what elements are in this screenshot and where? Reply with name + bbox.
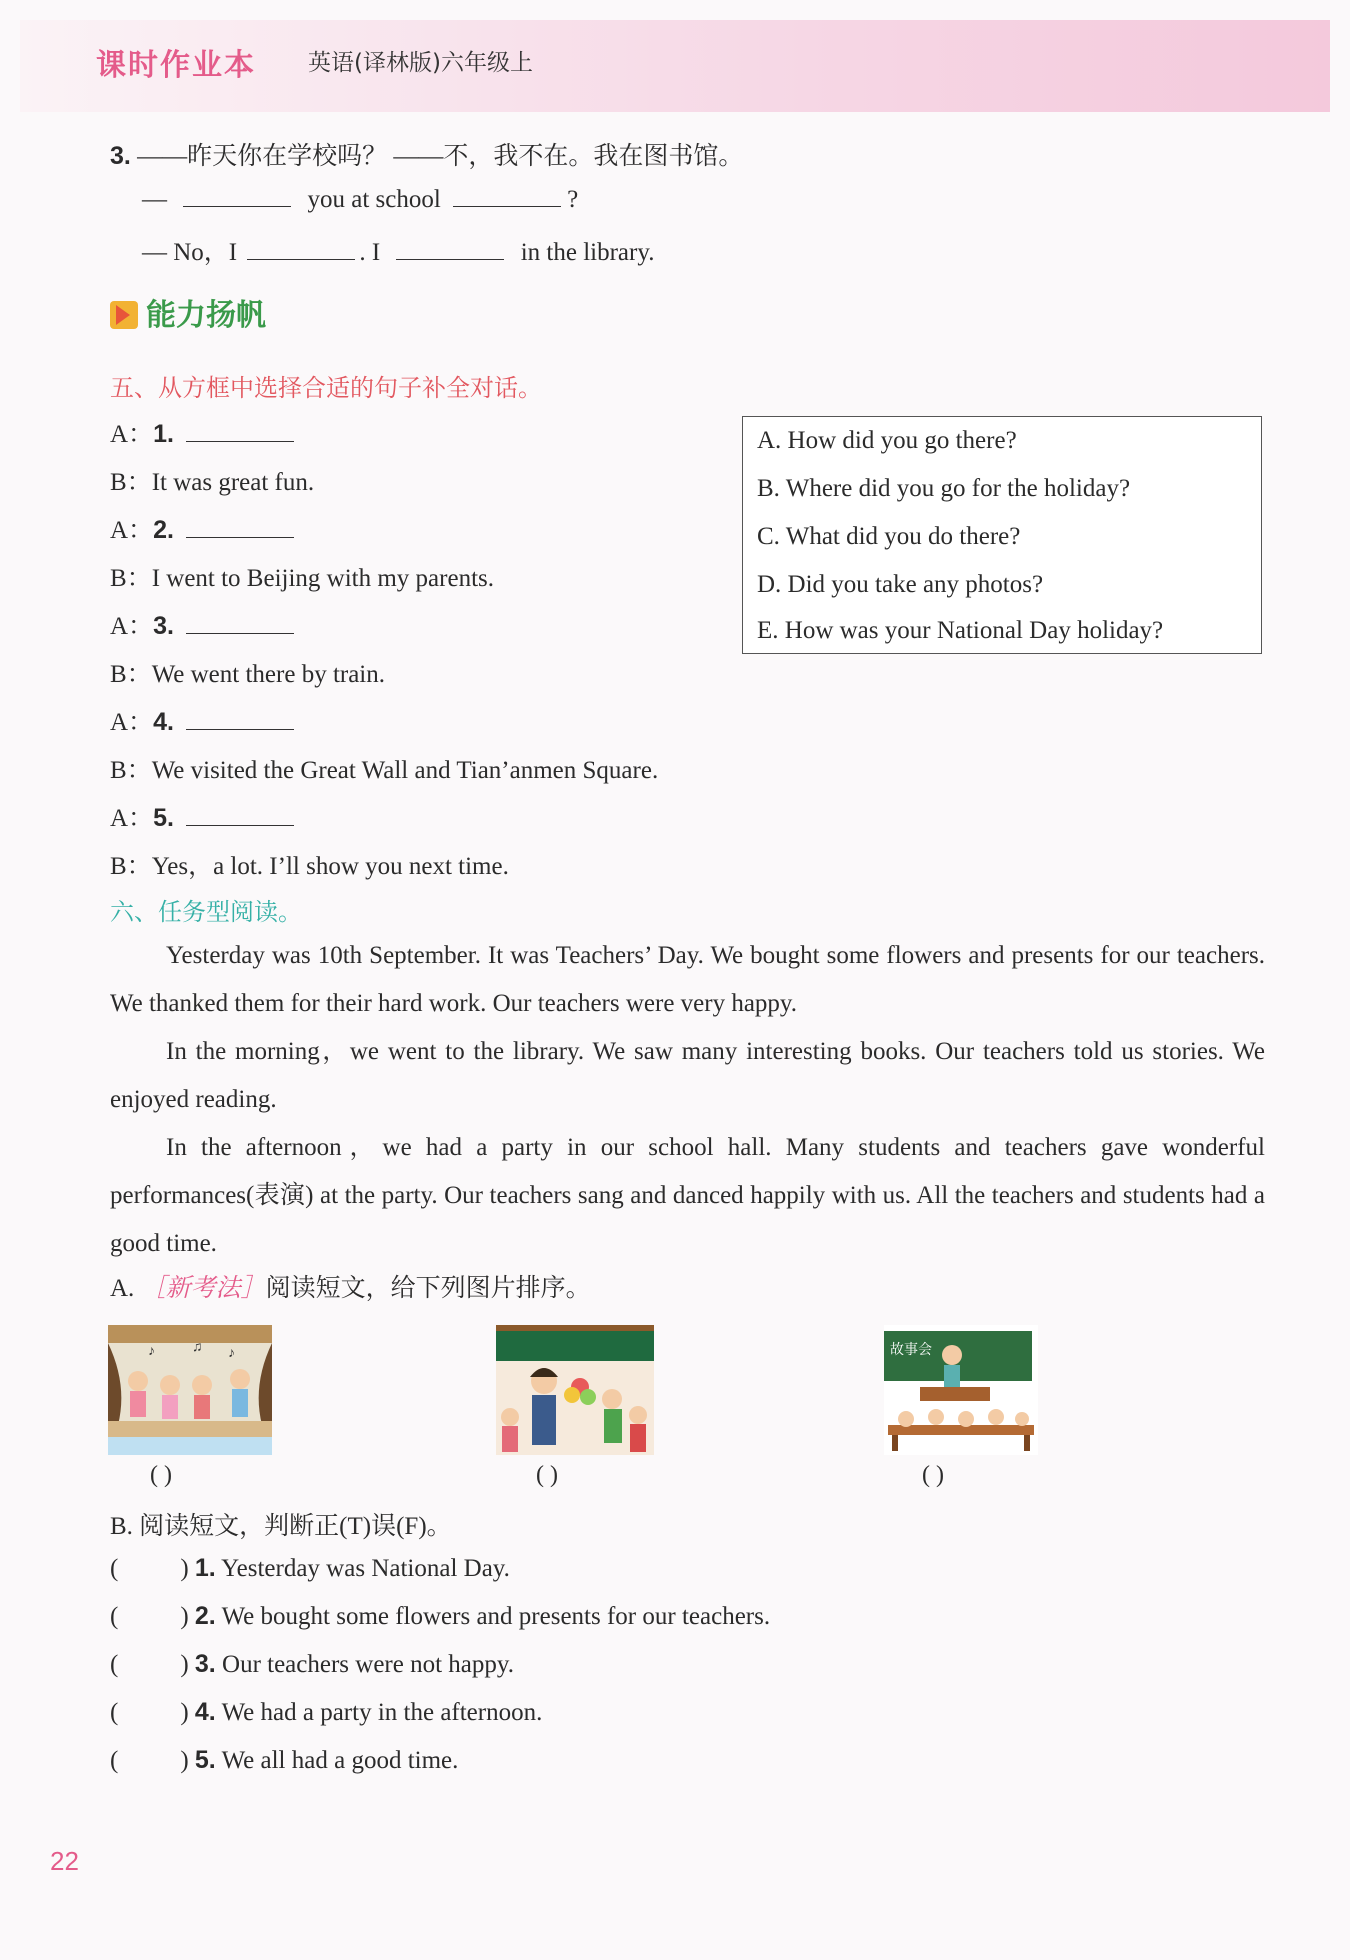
item-number: 4. bbox=[194, 1698, 216, 1726]
judgement-item bbox=[110, 1650, 514, 1679]
options-box bbox=[742, 416, 1262, 654]
answer-blank[interactable] bbox=[247, 237, 355, 260]
part-b-instruction: B. 阅读短文，判断正(T)误(F)。 bbox=[110, 1513, 452, 1540]
book-title: 课时作业本 bbox=[96, 48, 256, 83]
new-exam-tag: ［新考法］ bbox=[140, 1275, 266, 1302]
item-number: 2. bbox=[153, 516, 174, 544]
judgement-paren-close: ) bbox=[180, 1699, 189, 1726]
dash: — bbox=[142, 186, 167, 213]
answer-blank[interactable] bbox=[183, 184, 291, 207]
option-b: B. Where did you go for the holiday? bbox=[757, 475, 1131, 502]
judgement-paren-open[interactable]: ( bbox=[110, 1603, 119, 1630]
reading-paragraph: In the afternoon，we had a party in our school hall. Many students and teachers gave wonderful performances(表演) at the party. Our teachers sang and danced happily with us. All the teachers and students had a good time. bbox=[110, 1134, 1265, 1257]
q3-line2-end: in the library. bbox=[520, 239, 655, 266]
judgement-item bbox=[110, 1698, 542, 1727]
answer-blank[interactable] bbox=[186, 707, 294, 730]
judgement-text: We bought some flowers and presents for our teachers. bbox=[221, 1603, 771, 1630]
item-number: 5. bbox=[194, 1746, 216, 1774]
dialog-text: We went there by train. bbox=[151, 661, 386, 688]
q3-prompt bbox=[110, 136, 743, 172]
judgement-text: Yesterday was National Day. bbox=[221, 1555, 510, 1582]
answer-blank[interactable] bbox=[453, 184, 561, 207]
q3-line2 bbox=[142, 232, 654, 268]
picture-story-time bbox=[884, 1325, 1038, 1455]
judgement-paren-open[interactable]: ( bbox=[110, 1651, 119, 1678]
item-number: 5. bbox=[153, 804, 174, 832]
dialog-line bbox=[110, 606, 294, 642]
speaker: B： bbox=[110, 565, 152, 592]
dialog-line bbox=[110, 846, 509, 882]
judgement-paren-close: ) bbox=[180, 1747, 189, 1774]
svg-text:♪: ♪ bbox=[148, 1344, 155, 1359]
reading-paragraph: Yesterday was 10th September. It was Teachers’ Day. We bought some flowers and presents for our teachers. We thanked them for their hard work. Our teachers were very happy. bbox=[110, 942, 1265, 1017]
answer-blank[interactable] bbox=[186, 803, 294, 826]
option-c: C. What did you do there? bbox=[757, 523, 1021, 550]
section-title: 能力扬帆 bbox=[146, 298, 266, 333]
dialog-text: It was great fun. bbox=[151, 469, 315, 496]
dialog-text: We visited the Great Wall and Tian’anmen Square. bbox=[151, 757, 659, 784]
order-paren[interactable]: ( ) bbox=[536, 1462, 558, 1488]
item-number: 3. bbox=[194, 1650, 216, 1678]
dialog-line bbox=[110, 798, 294, 834]
picture-flowers bbox=[496, 1325, 654, 1455]
part-a-label: A. bbox=[110, 1275, 135, 1302]
speaker: A： bbox=[110, 805, 154, 832]
judgement-item bbox=[110, 1554, 510, 1583]
dialog-line bbox=[110, 414, 294, 450]
picture-performance bbox=[108, 1325, 272, 1455]
item-number: 1. bbox=[194, 1554, 216, 1582]
item-number: 3. bbox=[153, 612, 174, 640]
speaker: A： bbox=[110, 517, 154, 544]
dialog-line bbox=[110, 654, 385, 690]
judgement-paren-close: ) bbox=[180, 1603, 189, 1630]
svg-text:♪: ♪ bbox=[228, 1346, 235, 1361]
question-mark: ? bbox=[567, 186, 579, 213]
judgement-item bbox=[110, 1602, 770, 1631]
option-e: E. How was your National Day holiday? bbox=[757, 617, 1164, 644]
judgement-paren-close: ) bbox=[180, 1555, 189, 1582]
judgement-text: We had a party in the afternoon. bbox=[221, 1699, 543, 1726]
dialog-text: Yes，a lot. I’ll show you next time. bbox=[151, 853, 509, 880]
speaker: A： bbox=[110, 613, 154, 640]
book-subtitle: 英语(译林版)六年级上 bbox=[308, 50, 533, 76]
q3-prompt-text: ——昨天你在学校吗？ ——不，我不在。我在图书馆。 bbox=[137, 143, 744, 170]
judgement-item bbox=[110, 1746, 458, 1775]
answer-blank[interactable] bbox=[186, 515, 294, 538]
dialog-line bbox=[110, 462, 314, 498]
page-number: 22 bbox=[50, 1846, 79, 1876]
judgement-paren-close: ) bbox=[180, 1651, 189, 1678]
option-a: A. How did you go there? bbox=[757, 427, 1017, 454]
item-number: 4. bbox=[153, 708, 174, 736]
q3-number: 3. bbox=[110, 142, 131, 170]
dialog-line bbox=[110, 510, 294, 546]
judgement-text: Our teachers were not happy. bbox=[222, 1651, 515, 1678]
option-d: D. Did you take any photos? bbox=[757, 571, 1044, 598]
q6-title: 六、任务型阅读。 bbox=[110, 898, 302, 926]
dialog-line bbox=[110, 558, 494, 594]
reading-paragraph: In the morning，we went to the library. We saw many interesting books. Our teachers told us stories. We enjoyed reading. bbox=[110, 1038, 1265, 1113]
dialog-line bbox=[110, 750, 658, 786]
judgement-paren-open[interactable]: ( bbox=[110, 1747, 119, 1774]
judgement-paren-open[interactable]: ( bbox=[110, 1699, 119, 1726]
order-paren[interactable]: ( ) bbox=[922, 1462, 944, 1488]
speaker: B： bbox=[110, 661, 152, 688]
q3-line1 bbox=[142, 184, 578, 214]
part-a-text: 阅读短文，给下列图片排序。 bbox=[265, 1275, 591, 1302]
q3-line2-start: — No，I bbox=[142, 239, 238, 266]
sail-icon bbox=[110, 301, 138, 329]
item-number: 2. bbox=[194, 1602, 216, 1630]
speaker: A： bbox=[110, 709, 154, 736]
story-board-sign: 故事会 bbox=[890, 1342, 932, 1358]
q3-line1-mid: you at school bbox=[307, 186, 441, 213]
speaker: B： bbox=[110, 469, 152, 496]
dialog-line bbox=[110, 702, 294, 738]
section-heading bbox=[110, 290, 266, 334]
part-a-instruction bbox=[110, 1268, 591, 1304]
q3-line2-mid: . I bbox=[359, 239, 381, 266]
item-number: 1. bbox=[153, 420, 174, 448]
speaker: A： bbox=[110, 421, 154, 448]
speaker: B： bbox=[110, 757, 152, 784]
judgement-text: We all had a good time. bbox=[221, 1747, 459, 1774]
svg-text:♫: ♫ bbox=[192, 1340, 203, 1355]
answer-blank[interactable] bbox=[186, 611, 294, 634]
speaker: B： bbox=[110, 853, 152, 880]
judgement-paren-open[interactable]: ( bbox=[110, 1555, 119, 1582]
q5-title: 五、从方框中选择合适的句子补全对话。 bbox=[110, 374, 542, 402]
answer-blank[interactable] bbox=[186, 419, 294, 442]
order-paren[interactable]: ( ) bbox=[150, 1462, 172, 1488]
answer-blank[interactable] bbox=[396, 237, 504, 260]
dialog-text: I went to Beijing with my parents. bbox=[151, 565, 494, 592]
